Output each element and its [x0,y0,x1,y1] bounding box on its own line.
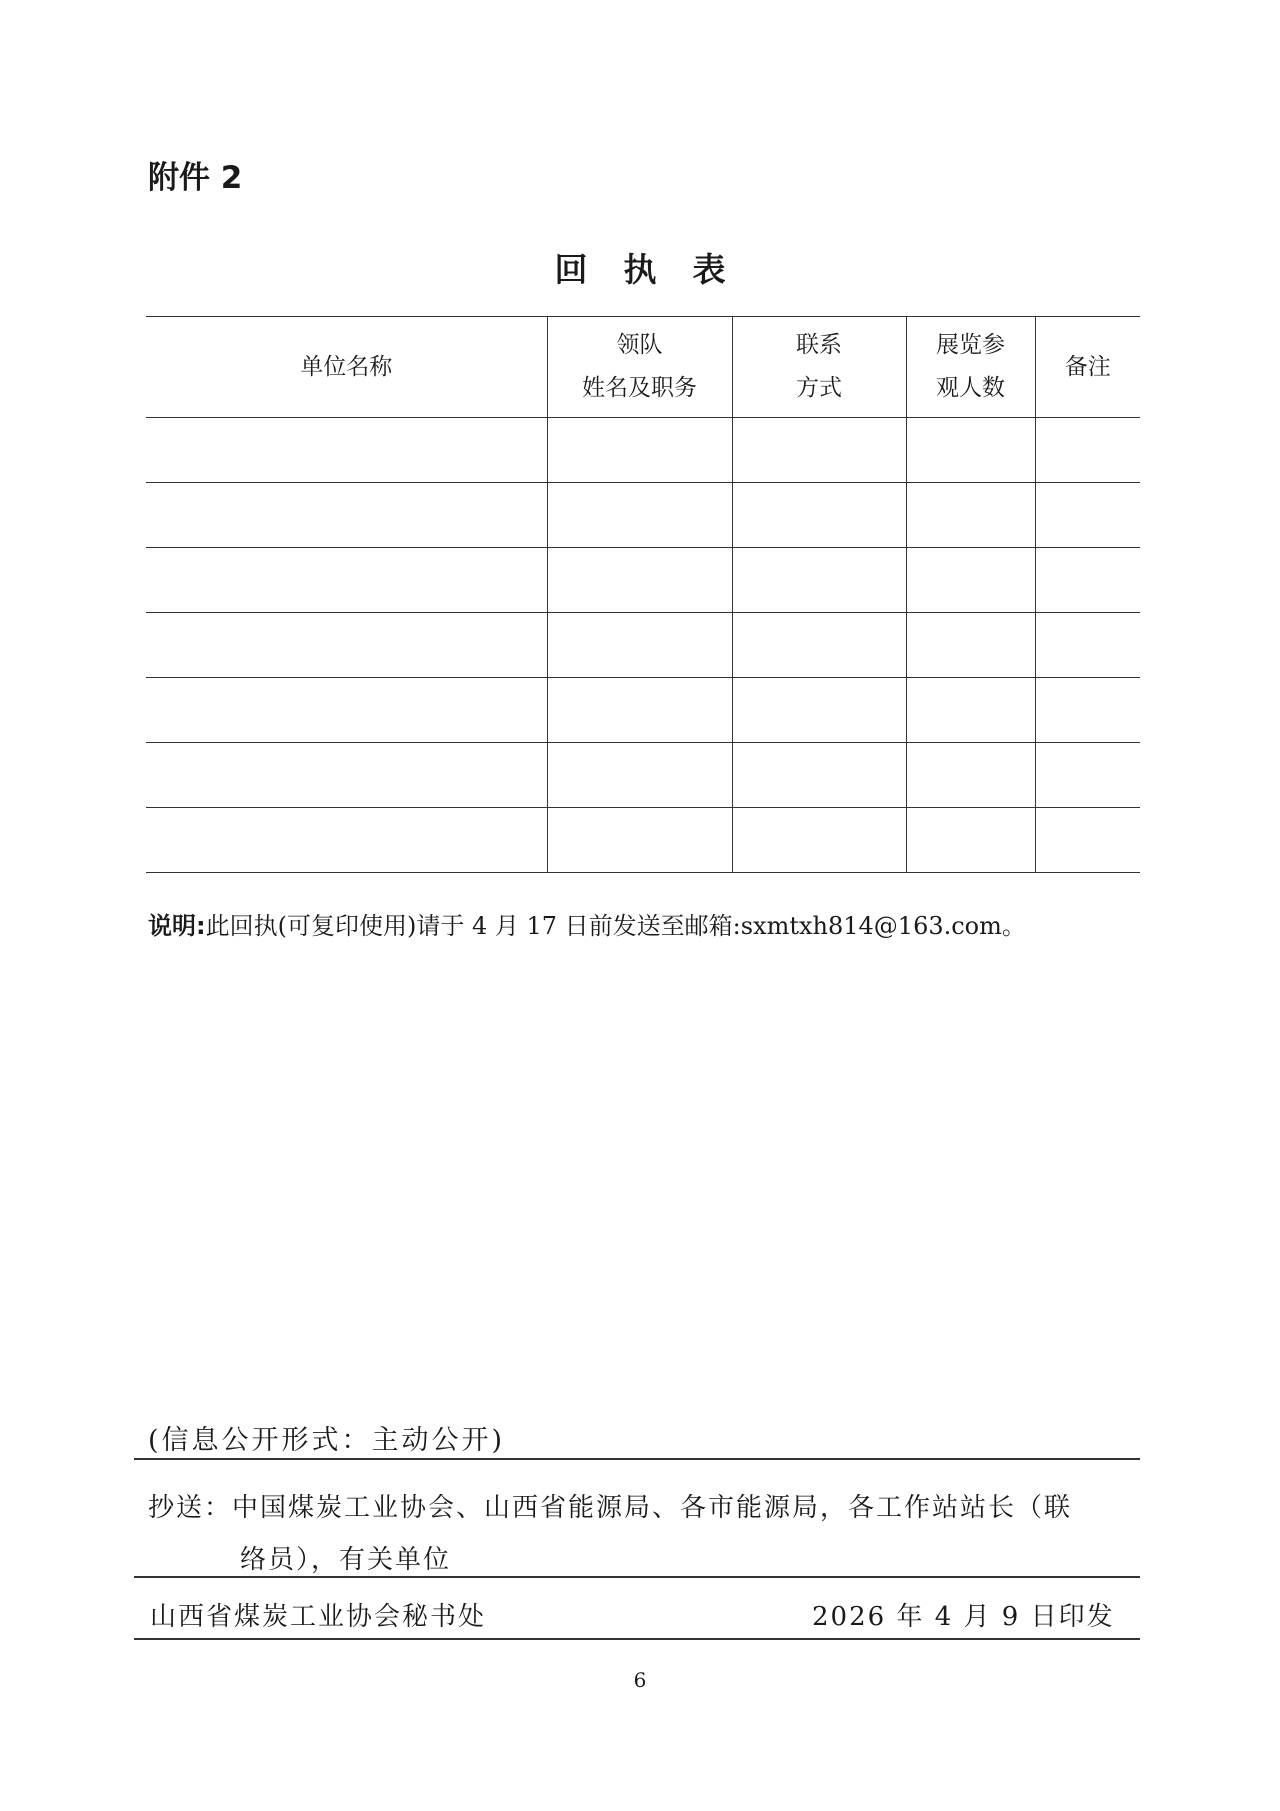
table-cell[interactable] [146,678,547,743]
divider-top [134,1458,1140,1460]
table-cell[interactable] [732,808,906,873]
table-cell[interactable] [547,743,732,808]
note-text: 此回执(可复印使用)请于 4 月 17 日前发送至邮箱:sxmtxh814@163.com。 [205,912,1026,940]
table-cell[interactable] [1035,418,1140,483]
table-header-row [146,317,1140,418]
disclosure-form: (信息公开形式：主动公开) [148,1425,506,1456]
table-cell[interactable] [906,678,1035,743]
table-cell[interactable] [732,483,906,548]
table-cell[interactable] [732,678,906,743]
table-cell[interactable] [1035,678,1140,743]
table-row [146,743,1140,808]
table-cell[interactable] [1035,808,1140,873]
table-cell[interactable] [732,548,906,613]
header-unit-name: 单位名称 [146,317,547,418]
attachment-label: 附件 2 [148,160,243,196]
issue-date: 2026 年 4 月 9 日印发 [812,1602,1115,1632]
table-cell[interactable] [146,743,547,808]
table-cell[interactable] [1035,613,1140,678]
table-row [146,808,1140,873]
table-cell[interactable] [1035,743,1140,808]
page-number: 6 [633,1668,647,1692]
table-cell[interactable] [732,743,906,808]
receipt-table [146,316,1140,873]
table-cell[interactable] [1035,548,1140,613]
table-cell[interactable] [547,613,732,678]
divider-middle [134,1576,1140,1578]
table-cell[interactable] [906,483,1035,548]
table-cell[interactable] [146,548,547,613]
header-team-leader: 领队 姓名及职务 [547,317,732,418]
table-cell[interactable] [906,613,1035,678]
table-row [146,548,1140,613]
table-cell[interactable] [146,483,547,548]
table-cell[interactable] [547,678,732,743]
table-cell[interactable] [547,483,732,548]
header-remarks: 备注 [1035,317,1140,418]
table-cell[interactable] [146,613,547,678]
table-cell[interactable] [906,743,1035,808]
divider-bottom [134,1638,1140,1640]
table-row [146,418,1140,483]
cc-line-1: 抄送：中国煤炭工业协会、山西省能源局、各市能源局，各工作站站长（联 [148,1493,1073,1523]
table-cell[interactable] [146,808,547,873]
table-cell[interactable] [1035,483,1140,548]
table-cell[interactable] [547,808,732,873]
table-cell[interactable] [906,548,1035,613]
table-cell[interactable] [146,418,547,483]
table-cell[interactable] [732,613,906,678]
note-label: 说明: [148,912,206,940]
table-row [146,678,1140,743]
issuer: 山西省煤炭工业协会秘书处 [150,1602,487,1632]
cc-line-2: 络员），有关单位 [240,1545,452,1575]
instruction-note [148,906,1026,941]
header-visitor-count: 展览参 观人数 [906,317,1035,418]
table-cell[interactable] [906,808,1035,873]
table-cell[interactable] [906,418,1035,483]
table-row [146,613,1140,678]
table-row [146,483,1140,548]
page-title: 回执表 [554,250,762,289]
table-cell[interactable] [547,418,732,483]
table-cell[interactable] [547,548,732,613]
table-cell[interactable] [732,418,906,483]
header-contact: 联系 方式 [732,317,906,418]
cc-recipients [148,1482,1138,1586]
